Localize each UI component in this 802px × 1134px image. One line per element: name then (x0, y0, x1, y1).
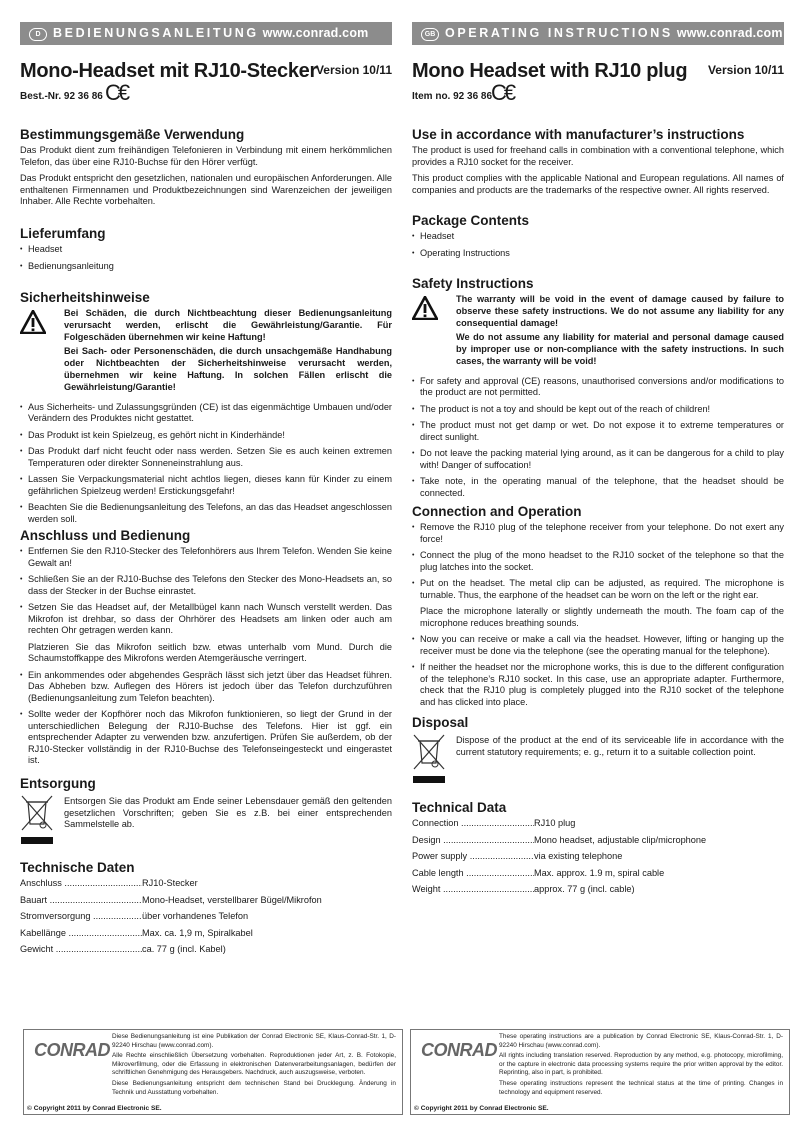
spec-value: Mono-Headset, verstellbarer Bügel/Mikrofon (142, 894, 322, 905)
section (412, 715, 784, 790)
list-item-text: Sollte weder der Kopfhörer noch das Mikrofon funktionieren, so liegt der Grund in der unterschiedlichen Belegung der RJ10-Buchse des Telefons. Hier ist ggf. ein entsprechender Adapter zu verwenden bzw. anzufertigen. Prüfen Sie außerdem, ob der RJ10-Stecker vollständig in der RJ10-Buchse des Telefonseingesteckt und eingerastet ist. (28, 709, 392, 765)
section-heading: Sicherheitshinweise (20, 290, 150, 305)
spec-row (412, 835, 784, 847)
section (412, 800, 784, 901)
list-item (20, 474, 392, 497)
section-heading: Disposal (412, 715, 469, 730)
list-item (20, 670, 392, 705)
footer-paragraph: All rights including translation reserved. Reproduction by any method, e.g. photocopy, microfilming, or the capture in electronic data processing systems require the prior written approval by the editor. Reprinting, also in part, is prohibited. (499, 1052, 783, 1077)
list-item-text: Ein ankommendes oder abgehendes Gespräch lässt sich jetzt über das Headset führen. Das Abheben bzw. Auflegen des Hörers ist jedoch über das Telefon durchzuführen (Bedienungsanleitung zum Telefon beachten). (28, 669, 392, 703)
list-item (20, 602, 392, 665)
list-item (412, 662, 784, 708)
list-item-text: Headset (28, 244, 63, 254)
list-item-text: Aus Sicherheits- und Zulassungsgründen (CE) ist das eigenmächtige Umbauen und/oder Verändern des Produktes nicht gestattet. (28, 401, 392, 424)
crossed-bin-icon (412, 733, 456, 790)
section-heading: Technische Daten (20, 860, 135, 875)
list-item (20, 430, 392, 442)
section (412, 276, 784, 504)
footer-paragraph: Diese Bedienungsanleitung ist eine Publikation der Conrad Electronic SE, Klaus-Conrad-Str. 1, D-92240 Hirschau (www.conrad.com). (112, 1033, 396, 1049)
list-item-text: Das Produkt ist kein Spielzeug, es gehört nicht in Kinderhände! (28, 429, 285, 440)
list-item-text: Lassen Sie Verpackungsmaterial nicht achtlos liegen, dieses kann für Kinder zu einem gefährlichen Spielzeug werden! Erstickungsgefahr! (28, 474, 392, 496)
warning-text (456, 294, 784, 371)
section-heading: Safety Instructions (412, 276, 534, 291)
list-item-subtext: Place the microphone laterally or slightly underneath the mouth. The foam cap of the microphone reduces breathing sounds. (420, 606, 784, 628)
footer-box (23, 1029, 403, 1115)
list-item (412, 231, 784, 243)
section-heading: Package Contents (412, 213, 530, 228)
spec-label: Connection ..... (412, 818, 534, 830)
spec-row (412, 818, 784, 830)
footer-paragraph: Alle Rechte einschließlich Übersetzung vorbehalten. Reproduktionen jeder Art, z. B. Fotokopie, Mikroverfilmung, oder die Erfassung in elektronischen Datenverarbeitungsanlagen, bedürfen der schriftlichen Genehmigung des Herausgebers. Nachdruck, auch auszugsweise, verboten. (112, 1052, 396, 1077)
list-item-text: Take note, in the operating manual of the telephone, that the headset should be connected. (420, 476, 784, 498)
version-label: Version 10/11 (707, 63, 784, 77)
warning-block (20, 308, 392, 397)
list-item-text: Beachten Sie die Bedienungsanleitung des Telefons, an das das Headset angeschlossen werden soll. (28, 502, 392, 524)
list-item (20, 446, 392, 469)
list-item-text: Setzen Sie das Headset auf, der Metallbügel kann nach Wunsch verstellt werden. Das Mikrofon ist drehbar, so dass der Ohrhörer des Headsets am linken oder auch am rechten Ohr getragen werden kann. (28, 602, 392, 635)
bullet-list (412, 376, 784, 500)
list-item (20, 574, 392, 597)
footer-paragraph: These operating instructions represent the technical status at the time of printing. Changes in technology and equipment reserved. (499, 1079, 783, 1096)
bullet-list (412, 522, 784, 708)
list-item-text: Remove the RJ10 plug of the telephone receiver from your telephone. Do not exert any force! (420, 522, 784, 544)
spec-label: Design ..... (412, 835, 534, 847)
list-item-text: For safety and approval (CE) reasons, unauthorised conversions and/or modifications to the product are not permitted. (420, 375, 784, 398)
section (20, 776, 392, 851)
footer-box (410, 1029, 790, 1115)
spec-label: Weight ..... (412, 884, 534, 896)
disposal-text: Entsorgen Sie das Produkt am Ende seiner Lebensdauer gemäß den geltenden gesetzlichen Vorschriften; geben Sie es z.B. bei einer entsprechenden Sammelstelle ab. (64, 796, 392, 829)
footer-text (112, 1033, 396, 1099)
section (20, 860, 392, 961)
section (412, 504, 784, 713)
list-item (412, 404, 784, 416)
header-title: BEDIENUNGSANLEITUNG (53, 26, 259, 40)
section-heading: Use in accordance with manufacturer’s instructions (412, 127, 745, 142)
disposal-block (412, 733, 784, 790)
spec-row (412, 868, 784, 880)
section (20, 528, 392, 772)
conrad-logo: CONRAD (421, 1040, 497, 1060)
list-item (20, 502, 392, 525)
spec-row (20, 944, 392, 956)
warning-triangle-icon (20, 308, 64, 397)
warning-text (64, 308, 392, 397)
list-item (412, 476, 784, 499)
list-item (412, 420, 784, 443)
ce-mark-logo: C€ (105, 80, 128, 105)
section-heading: Technical Data (412, 800, 507, 815)
document-title: Mono Headset with RJ10 plug (412, 60, 688, 82)
list-item-text: Schließen Sie an der RJ10-Buchse des Telefons den Stecker des Mono-Headsets an, so dass der Stecker in der Buchse einrastet. (28, 574, 392, 596)
list-item-text: Now you can receive or make a call via the headset. However, lifting or hanging up the receiver must be done via the telephone (see the operating manual for the telephone). (420, 634, 784, 656)
list-item (20, 261, 392, 273)
spec-value: via existing telephone (534, 851, 623, 861)
spec-row (20, 895, 392, 907)
header-bar (412, 22, 784, 45)
copyright: © Copyright 2011 by Conrad Electronic SE. (27, 1105, 162, 1112)
warning-block (412, 294, 784, 371)
disposal-text: Dispose of the product at the end of its serviceable life in accordance with the current statutory requirements; e. g., return it to a suitable collection point. (456, 735, 784, 757)
list-item-subtext: Platzieren Sie das Mikrofon seitlich bzw. etwas unterhalb vom Mund. Durch die Schaumstoffkappe des Mikrofons werden Atemgeräusche verringert. (28, 641, 392, 663)
list-item-text: Headset (420, 231, 455, 241)
footer-paragraph: These operating instructions are a publication by Conrad Electronic SE, Klaus-Conrad-Str. 1, D-92240 Hirschau (www.conrad.com). (499, 1033, 783, 1049)
list-item (20, 402, 392, 425)
warning-paragraph: Bei Schäden, die durch Nichtbeachtung dieser Bedienungsanleitung verursacht werden, erlischt die Gewährleistung/Garantie. Für Folgeschäden übernehmen wir keine Haftung! (64, 308, 392, 342)
spec-value: ca. 77 g (incl. Kabel) (142, 944, 226, 954)
list-item (412, 634, 784, 657)
section-heading: Bestimmungsgemäße Verwendung (20, 127, 245, 142)
list-item (412, 578, 784, 629)
copyright: © Copyright 2011 by Conrad Electronic SE. (414, 1105, 549, 1112)
paragraph: Das Produkt dient zum freihändigen Telefonieren in Verbindung mit einem herkömmlichen Telefon, das über eine RJ10-Buchse für den Hörer verfügt. (20, 145, 392, 167)
spec-row (412, 851, 784, 863)
header-url[interactable]: www.conrad.com (676, 26, 783, 40)
warning-paragraph: The warranty will be void in the event of damage caused by failure to observe these safety instructions. We do not assume any liability for any consequential damage! (456, 294, 784, 328)
list-item-text: The product must not get damp or wet. Do not expose it to extreme temperatures or direct sunlight. (420, 420, 784, 442)
header-url[interactable]: www.conrad.com (262, 26, 369, 40)
section-heading: Connection and Operation (412, 504, 582, 519)
spec-row (412, 884, 784, 896)
spec-value: über vorhandenes Telefon (142, 911, 249, 921)
list-item-text: Entfernen Sie den RJ10-Stecker des Telefonhörers aus Ihrem Telefon. Wenden Sie keine Gewalt an! (28, 546, 392, 568)
crossed-bin-icon (20, 794, 64, 851)
warning-triangle-icon (412, 294, 456, 371)
paragraph: The product is used for freehand calls in combination with a conventional telephone, which provides a RJ10 socket for the receiver. (412, 145, 784, 167)
list-item (412, 522, 784, 545)
paragraph: Das Produkt entspricht den gesetzlichen, nationalen und europäischen Anforderungen. Alle enthaltenen Firmennamen und Produktbezeichnungen sind Warenzeichen der jeweiligen Inhaber. Alle Rechte vorbehalten. (20, 173, 392, 206)
bullet-list (412, 231, 784, 259)
list-item-text: Do not leave the packing material lying around, as it can be dangerous for a child to play with! Danger of suffocation! (420, 448, 784, 470)
spec-value: approx. 77 g (incl. cable) (534, 884, 635, 894)
document-title: Mono-Headset mit RJ10-Stecker (20, 60, 317, 82)
spec-value: RJ10 plug (534, 818, 576, 828)
section (412, 213, 784, 264)
list-item-text: If neither the headset nor the microphone works, this is due to the different configuration of the telephone’s RJ10 socket. In this case, use an appropriate adapter. Furthermore, check that the RJ10 plug is completely plugged into the RJ10 socket of the telephone and has clicked into place. (420, 662, 784, 707)
item-number: Best.-Nr. 92 36 86 (20, 91, 103, 102)
header-title: OPERATING INSTRUCTIONS (445, 26, 673, 40)
section-heading: Anschluss und Bedienung (20, 528, 191, 543)
list-item-text: Put on the headset. The metal clip can be adjusted, as required. The microphone is turnable. Thus, the earphone of the headset can be worn on the left or the right ear. (420, 578, 784, 600)
list-item-text: The product is not a toy and should be kept out of the reach of children! (420, 403, 711, 414)
spec-label: Bauart ..... (20, 895, 142, 907)
spec-row (20, 878, 392, 890)
version-label: Version 10/11 (315, 63, 392, 77)
spec-value: Max. approx. 1.9 m, spiral cable (534, 867, 665, 878)
spec-value: Mono headset, adjustable clip/microphone (534, 834, 707, 845)
list-item-text: Das Produkt darf nicht feucht oder nass werden. Setzen Sie es auch keinen extremen Temperaturen oder direkter Sonneneinstrahlung aus. (28, 446, 392, 468)
list-item-text: Connect the plug of the mono headset to the RJ10 socket of the telephone so that the plug latches into the socket. (420, 550, 784, 572)
footer-text (499, 1033, 783, 1099)
list-item (20, 546, 392, 569)
disposal-block (20, 794, 392, 851)
language-flag-icon: D (29, 28, 47, 41)
list-item (412, 550, 784, 573)
spec-label: Kabellänge ..... (20, 928, 142, 940)
list-item (412, 248, 784, 260)
warning-paragraph: Bei Sach- oder Personenschäden, die durch unsachgemäße Handhabung oder Nichtbeachten der Sicherheitshinweise verursacht werden, übernehmen wir keine Haftung. In solchen Fällen erlischt die Gewährleistung/Garantie! (64, 346, 392, 392)
bullet-list (20, 546, 392, 767)
bullet-list (20, 402, 392, 526)
section-heading: Lieferumfang (20, 226, 106, 241)
section (20, 290, 392, 530)
language-flag-icon: GB (421, 28, 439, 41)
spec-label: Gewicht ..... (20, 944, 142, 956)
spec-row (20, 928, 392, 940)
list-item (20, 709, 392, 767)
spec-label: Anschluss ..... (20, 878, 142, 890)
item-number: Item no. 92 36 86 (412, 91, 493, 102)
section (20, 226, 392, 277)
footer-paragraph: Diese Bedienungsanleitung entspricht dem technischen Stand bei Drucklegung. Änderung in Technik und Ausstattung vorbehalten. (112, 1079, 396, 1096)
section-heading: Entsorgung (20, 776, 96, 791)
spec-row (20, 911, 392, 923)
spec-label: Power supply ..... (412, 851, 534, 863)
list-item (20, 244, 392, 256)
paragraph: This product complies with the applicable National and European regulations. All names of companies and products are the trademarks of the respective owner. All rights reserved. (412, 173, 784, 195)
list-item (412, 448, 784, 471)
list-item (412, 376, 784, 399)
spec-value: RJ10-Stecker (142, 878, 198, 888)
header-bar (20, 22, 392, 45)
warning-paragraph: We do not assume any liability for material and personal damage caused by improper use or non-compliance with the safety instructions. In such cases, the warranty will be void! (456, 332, 784, 366)
spec-label: Stromversorgung ..... (20, 911, 142, 923)
section (20, 127, 392, 213)
list-item-text: Operating Instructions (420, 247, 510, 258)
spec-label: Cable length ..... (412, 868, 534, 880)
conrad-logo: CONRAD (34, 1040, 110, 1060)
list-item-text: Bedienungsanleitung (28, 260, 114, 271)
ce-mark-logo: C€ (491, 80, 514, 105)
spec-value: Max. ca. 1,9 m, Spiralkabel (142, 927, 253, 938)
section (412, 127, 784, 201)
bullet-list (20, 244, 392, 272)
